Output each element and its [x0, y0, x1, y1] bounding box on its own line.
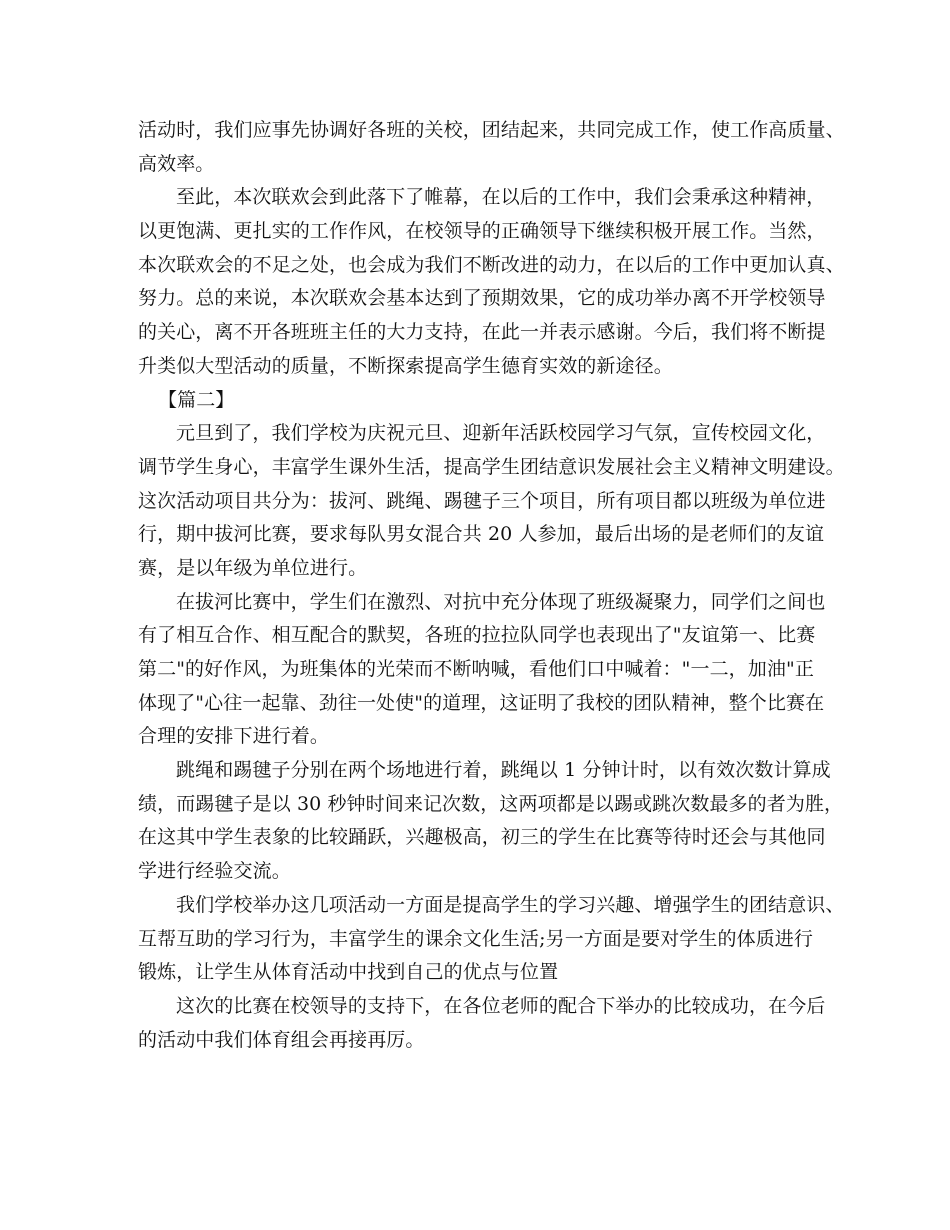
paragraph-start-line: 我们学校举办这几项活动一方面是提高学生的学习兴趣、增强学生的团结意识、: [176, 893, 845, 916]
paragraph-start-line: 在拔河比赛中，学生们在激烈、对抗中充分体现了班级凝聚力，同学们之间也: [176, 590, 826, 613]
text-line: 互帮互助的学习行为，丰富学生的课余文化生活;另一方面是要对学生的体质进行: [138, 927, 814, 950]
text-line: 的关心，离不开各班班主任的大力支持，在此一并表示感谢。今后，我们将不断提: [138, 321, 826, 344]
text-line: 第二"的好作风，为班集体的光荣而不断呐喊，看他们口中喊着："一二，加油"正: [138, 658, 814, 680]
text-line: 行，期中拔河比赛，要求每队男女混合共 20 人参加，最后出场的是老师们的友谊: [138, 523, 825, 546]
text-line: 努力。总的来说，本次联欢会基本达到了预期效果，它的成功举办离不开学校领导: [138, 287, 826, 310]
paragraph-start-line: 元旦到了，我们学校为庆祝元旦、迎新年活跃校园学习气氛，宣传校园文化，: [176, 422, 826, 445]
text-line: 调节学生身心，丰富学生课外生活，提高学生团结意识发展社会主义精神文明建设。: [138, 455, 845, 478]
text-line: 锻炼，让学生从体育活动中找到自己的优点与位置: [138, 961, 559, 984]
text-line: 本次联欢会的不足之处，也会成为我们不断改进的动力，在以后的工作中更加认真、: [138, 253, 845, 276]
text-line: 这次活动项目共分为：拔河、跳绳、踢毽子三个项目，所有项目都以班级为单位进: [138, 489, 826, 512]
text-line: 体现了"心往一起靠、劲往一处使"的道理，这证明了我校的团队精神，整个比赛在: [138, 691, 825, 714]
text-line: 活动时，我们应事先协调好各班的关校，团结起来，共同完成工作，使工作高质量、: [138, 119, 845, 141]
text-line: 合理的安排下进行着。: [138, 725, 330, 748]
text-line: 绩，而踢毽子是以 30 秒钟时间来记次数，这两项都是以踢或跳次数最多的者为胜，: [138, 792, 844, 815]
text-line: 升类似大型活动的质量，不断探索提高学生德育实效的新途径。: [138, 354, 673, 377]
text-line: 在这其中学生表象的比较踊跃，兴趣极高，初三的学生在比赛等待时还会与其他同: [138, 826, 826, 849]
document-body: [138, 114, 845, 1057]
paragraph-start-line: 跳绳和踢毽子分别在两个场地进行着，跳绳以 1 分钟计时，以有效次数计算成: [176, 759, 831, 782]
paragraph-start-line: 这次的比赛在校领导的支持下，在各位老师的配合下举办的比较成功，在今后: [176, 994, 826, 1017]
section-heading: 【篇二】: [158, 388, 235, 411]
text-line: 的活动中我们体育组会再接再厉。: [138, 1028, 425, 1051]
text-line: 有了相互合作、相互配合的默契，各班的拉拉队同学也表现出了"友谊第一、比赛: [138, 624, 816, 647]
paragraph-start-line: 至此，本次联欢会到此落下了帷幕，在以后的工作中，我们会秉承这种精神，: [176, 186, 826, 209]
text-line: 学进行经验交流。: [138, 860, 291, 883]
text-line: 高效率。: [138, 152, 215, 175]
text-line: 赛，是以年级为单位进行。: [138, 556, 368, 579]
text-line: 以更饱满、更扎实的工作作风，在校领导的正确领导下继续积极开展工作。当然，: [138, 220, 826, 243]
